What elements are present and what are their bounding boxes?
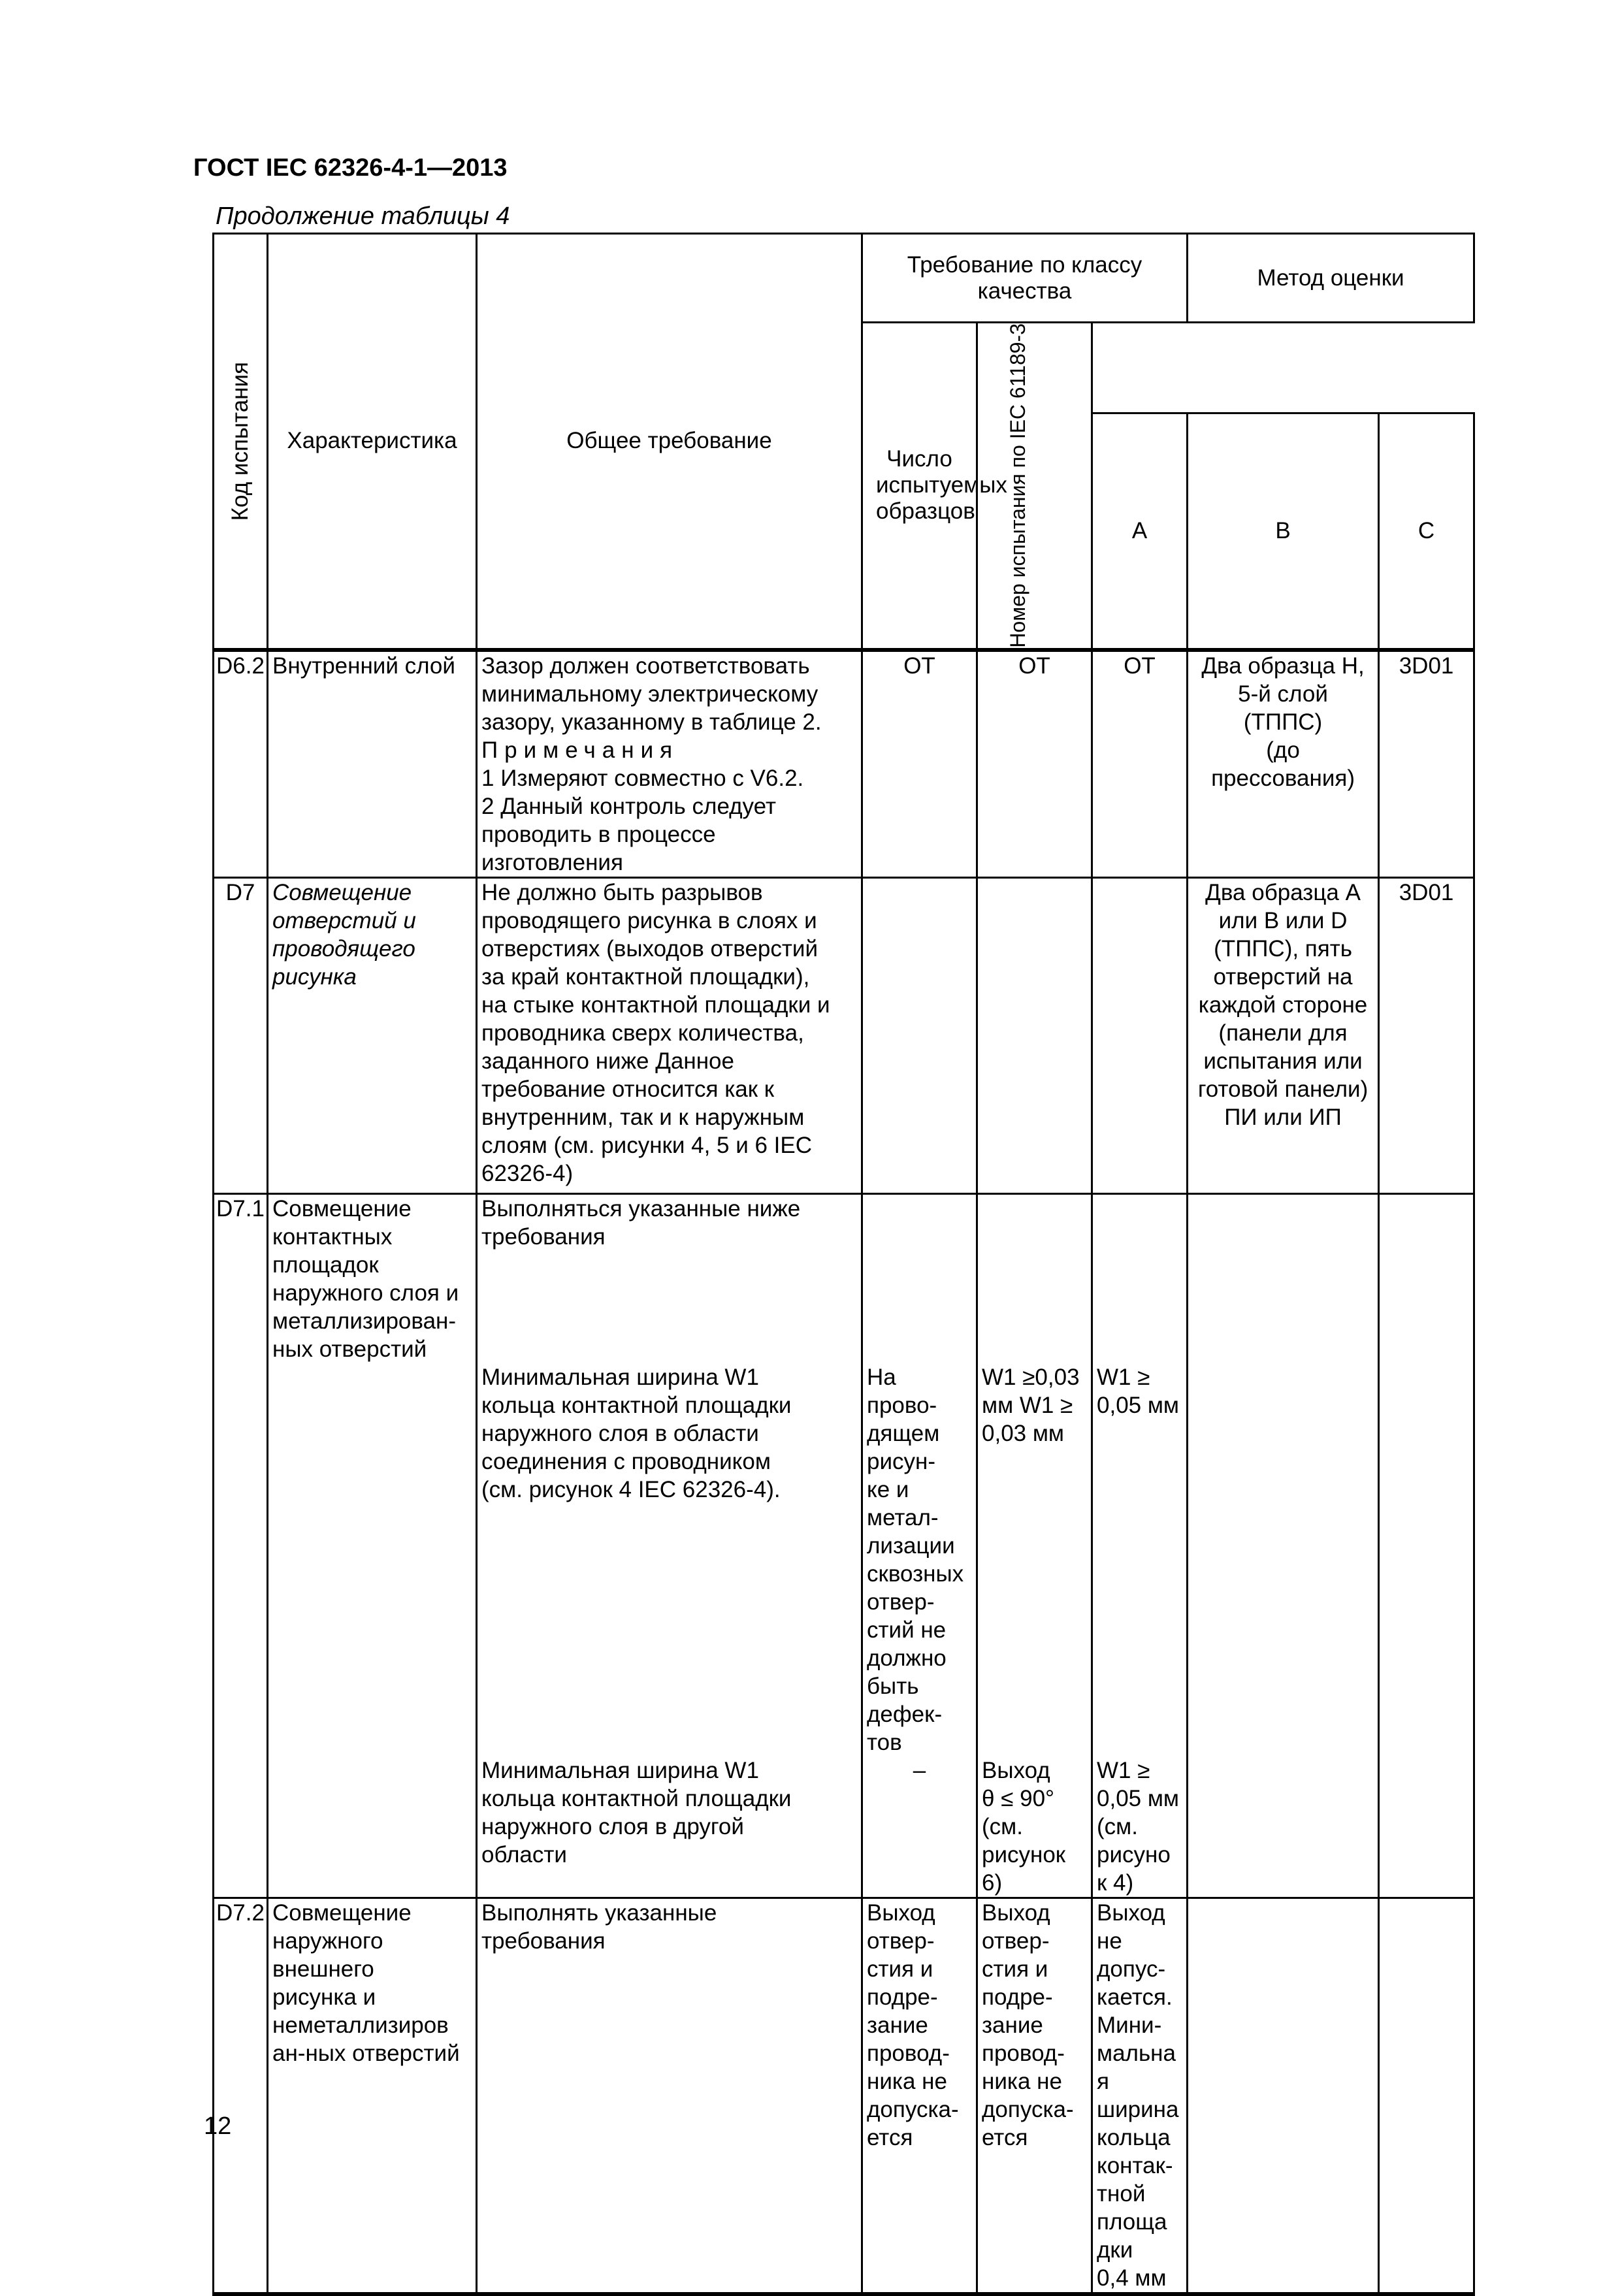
row-class-a: ОТ (862, 650, 977, 878)
row-general-requirement: Не должно быть разрывов проводящего рисунка в слоях и отверстиях (выходов отверстий за край контактной площадки), на стыке контактной площадки и проводника сверх количества, заданного ниже Данное требование относится как к внутренним, так и к наружным слоям (см. рисунки 4, 5 и 6 IEC 62326-4) (477, 877, 862, 1193)
row-class-c: ОТ (1092, 650, 1188, 878)
row-samples (1188, 1193, 1379, 1898)
row-characteristic: Совмещение наружного внешнего рисунка и неметаллизиров ан-ных отверстий (268, 1898, 477, 2294)
table-row (214, 1193, 1474, 1898)
row-test-number (1379, 1193, 1474, 1898)
row-test-number (1379, 1898, 1474, 2294)
header-code: Код испытания (214, 234, 268, 650)
row-class-b: ОТ (977, 650, 1092, 878)
document-header: ГОСТ IEC 62326-4-1—2013 (193, 154, 508, 182)
row-class-c (1092, 877, 1188, 1193)
header-samples: Число испытуемых образцов (862, 323, 977, 650)
row-characteristic: Совмещение отверстий и проводящего рисунка (268, 877, 477, 1193)
row-code: D7.1 (214, 1193, 268, 1898)
row-general-requirement: Выполняться указанные ниже требования Минимальная ширина W1 кольца контактной площадки наружного слоя в области соединения с проводником (см. рисунок 4 IEC 62326-4). Минимальная ширина W1 кольца контактной площадки наружного слоя в другой области (477, 1193, 862, 1898)
table-row (214, 1898, 1474, 2294)
table-continuation-caption: Продолжение таблицы 4 (216, 202, 510, 230)
table-row (214, 877, 1474, 1193)
header-class-a-cell: А (1092, 413, 1188, 650)
row-class-a (862, 877, 977, 1193)
row-test-number: 3D01 (1379, 877, 1474, 1193)
header-class-c-cell: С (1379, 413, 1474, 650)
row-code: D7.2 (214, 1898, 268, 2294)
row-class-b: Выход отвер- стия и подре- зание провод- ника не допуска- ется (977, 1898, 1092, 2294)
row-general-requirement: Выполнять указанные требования (477, 1898, 862, 2294)
row-samples: Два образца Н, 5-й слой (ТППС) (до прессования) (1188, 650, 1379, 878)
row-class-a: Выход отвер- стия и подре- зание провод- ника не допуска- ется (862, 1898, 977, 2294)
page-number: 12 (204, 2112, 232, 2140)
row-samples (1188, 1898, 1379, 2294)
header-evaluation-method: Метод оценки (1188, 234, 1474, 323)
header-class-b-cell: В (1188, 413, 1379, 650)
row-class-a: На прово- дящем рисун- ке и метал- лизации сквозных отвер- стий не должно быть дефек- тов – (862, 1193, 977, 1898)
header-quality-class-group: Требование по классу качества (862, 234, 1188, 323)
notes-heading: Примечания (481, 737, 679, 763)
row-samples: Два образца А или В или D (ТППС), пять отверстий на каждой стороне (панели для испытания или готовой панели) ПИ или ИП (1188, 877, 1379, 1193)
row-class-b (977, 877, 1092, 1193)
row-code: D6.2 (214, 650, 268, 878)
row-class-c: W1 ≥ 0,05 мм W1 ≥ 0,05 мм (см. рисуно к 4) (1092, 1193, 1188, 1898)
header-characteristic: Характеристика (268, 234, 477, 650)
row-characteristic: Совмещение контактных площадок наружного слоя и металлизирован- ных отверстий (268, 1193, 477, 1898)
row-class-b: W1 ≥0,03 мм W1 ≥ 0,03 мм Выход θ ≤ 90° (см. рисунок 6) (977, 1193, 1092, 1898)
row-test-number: 3D01 (1379, 650, 1474, 878)
row-general-requirement: Зазор должен соответствовать минимальному электрическому зазору, указанному в таблице 2. Примечания 1 Измеряют совместно с V6.2. 2 Данный контроль следует проводить в процессе изготовления (477, 650, 862, 878)
table-row (214, 650, 1474, 878)
row-characteristic: Внутренний слой (268, 650, 477, 878)
row-class-c: Выход не допус- кается. Мини- мальна я ширина кольца контак- тной площа дки 0,4 мм (1092, 1898, 1188, 2294)
header-test-number: Номер испытания по IEC 61189-3 (977, 323, 1092, 650)
header-general-requirement: Общее требование (477, 234, 862, 650)
row-code: D7 (214, 877, 268, 1193)
requirements-table (212, 233, 1475, 2296)
